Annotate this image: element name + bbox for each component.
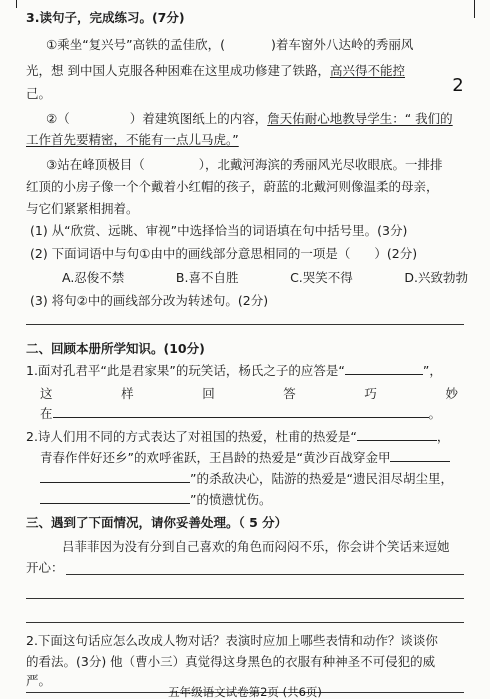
answer-line-sub3[interactable] (26, 324, 464, 325)
answer-blank-4[interactable] (345, 363, 423, 375)
sub-question-1: (1) 从“欣赏、远眺、审视”中选择恰当的词语填在句中括号里。(3分) (30, 223, 408, 238)
item-1-text-a: 1.面对孔君平“此是君家果”的玩笑话，杨氏之子的应答是“ (26, 363, 345, 378)
section-3-prompt-line-1: 吕菲菲因为没有分到自己喜欢的角色而闷闷不乐，你会讲个笑话来逗她 (62, 539, 450, 554)
sentence-3-text-b: ），北戴河海滨的秀丽风光尽收眼底。一排排 (198, 157, 443, 172)
sentence-2-underlined-a: 詹天佑耐心地教导学生：“ 我们的 (267, 111, 453, 126)
answer-line-joke-1[interactable] (66, 574, 464, 575)
sentence-3-line-3: 与它们紧紧相拥着。 (26, 201, 139, 216)
sub-question-2 (30, 245, 417, 262)
item-2-text-e: ”的愤懑忧伤。 (190, 492, 272, 507)
item-1-char-4: 答 (283, 386, 296, 401)
answer-line-joke-3[interactable] (26, 622, 464, 623)
sentence-1-line-1 (46, 36, 413, 53)
sentence-2-text-a: ②（ (46, 111, 70, 126)
option-a[interactable]: A.忍俊不禁 (62, 270, 125, 285)
item-1-text-c: 在 (40, 406, 53, 421)
choice-options (62, 269, 468, 286)
sentence-3-text-a: ③站在峰顶极目（ (46, 157, 145, 172)
section-3-prompt-line-2: 开心： (26, 560, 64, 575)
sentence-1-text-a: ①乘坐“复兴号”高铁的孟佳欣，( (46, 37, 226, 52)
item-1-char-3: 回 (202, 386, 215, 401)
dialogue-question-line-1: 2.下面这句话应怎么改成人物对话？表演时应加上哪些表情和动作？谈谈你 (26, 633, 438, 648)
answer-blank-choice[interactable] (350, 246, 374, 258)
answer-blank-7[interactable] (390, 450, 450, 462)
item-2-text-c: 青春作伴好还乡”的欢呼雀跃，王昌龄的热爱是“黄沙百战穿金甲 (40, 450, 391, 465)
answer-blank-8[interactable] (40, 471, 190, 483)
item-2-line-2 (40, 449, 450, 466)
answer-blank-9[interactable] (40, 492, 190, 504)
sub-question-2-text-a: (2) 下面词语中与句①由中的画线部分意思相同的一项是（ (30, 246, 351, 261)
answer-blank-2[interactable] (70, 111, 130, 123)
item-1-char-6: 妙 (445, 386, 458, 401)
section-2-title: 二、回顾本册所学知识。(10分) (26, 341, 205, 356)
option-b[interactable]: B.喜不自胜 (175, 270, 239, 285)
item-2-text-a: 2.诗人们用不同的方式表达了对祖国的热爱，杜甫的热爱是“ (26, 429, 357, 444)
sentence-1-line-3: 己。 (26, 86, 52, 101)
crop-mark-left (16, 0, 17, 8)
question-3-title: 3.读句子，完成练习。(7分) (26, 10, 185, 25)
page-badge: 2 (444, 72, 472, 100)
item-2-line-3 (40, 470, 453, 487)
item-2-line-1 (26, 428, 449, 445)
dialogue-question-line-3: 严。 (26, 673, 52, 688)
item-1-char-5: 巧 (364, 386, 377, 401)
answer-blank-3[interactable] (145, 157, 199, 169)
option-d[interactable]: D.兴致勃勃 (404, 270, 468, 285)
sentence-3-line-1 (46, 156, 442, 173)
item-1-char-1: 这 (40, 386, 53, 401)
item-2-line-4 (40, 491, 271, 508)
section-3-title: 三、遇到了下面情况，请你妥善处理。（ 5 分） (26, 515, 288, 530)
sentence-1-line-2 (26, 62, 405, 79)
item-1-char-2: 样 (121, 386, 134, 401)
sentence-1-text-b: )着车窗外八达岭的秀丽风 (271, 37, 414, 52)
item-2-text-d: ”的杀敌决心，陆游的热爱是“遗民泪尽胡尘里， (190, 471, 453, 486)
sentence-2-underlined-b: 工作首先要精密，不能有一点儿马虎。” (26, 132, 239, 147)
item-1-text-d: 。 (428, 406, 442, 421)
dialogue-question-line-2: 的看法。(3分) 他（曹小三）真觉得这身黑色的衣服有种神圣不可侵犯的威 (26, 654, 436, 669)
answer-blank-6[interactable] (357, 429, 437, 441)
crop-mark-right (474, 0, 475, 18)
page-footer: 五年级语文试卷第2页 (共6页) (168, 685, 322, 699)
item-1-line-1 (26, 362, 442, 379)
sentence-3-line-2: 红顶的小房子像一个个戴着小红帽的孩子，蔚蓝的北戴河则像温柔的母亲， (26, 179, 439, 194)
item-1-line-3 (40, 405, 441, 422)
sentence-1-text-c: 光，想 到中国人克服各种困难在这里成功修建了铁路， (26, 63, 330, 78)
sentence-2-line-2 (26, 131, 239, 148)
sentence-1-underlined: 高兴得不能控 (329, 63, 405, 78)
sub-question-2-text-b: ）(2分) (374, 246, 418, 261)
answer-line-joke-2[interactable] (26, 598, 464, 599)
item-1-line-2 (40, 385, 458, 402)
sentence-2-line-1 (46, 110, 453, 127)
answer-blank-1[interactable] (225, 37, 271, 49)
item-1-text-b: ”， (422, 363, 442, 378)
sub-question-3: (3) 将句②中的画线部分改为转述句。(2分) (30, 293, 269, 308)
option-c[interactable]: C.哭笑不得 (290, 270, 353, 285)
item-2-text-b: ， (436, 429, 450, 444)
sentence-2-text-b: ）着建筑图纸上的内容， (129, 111, 268, 126)
answer-blank-5[interactable] (53, 406, 429, 418)
